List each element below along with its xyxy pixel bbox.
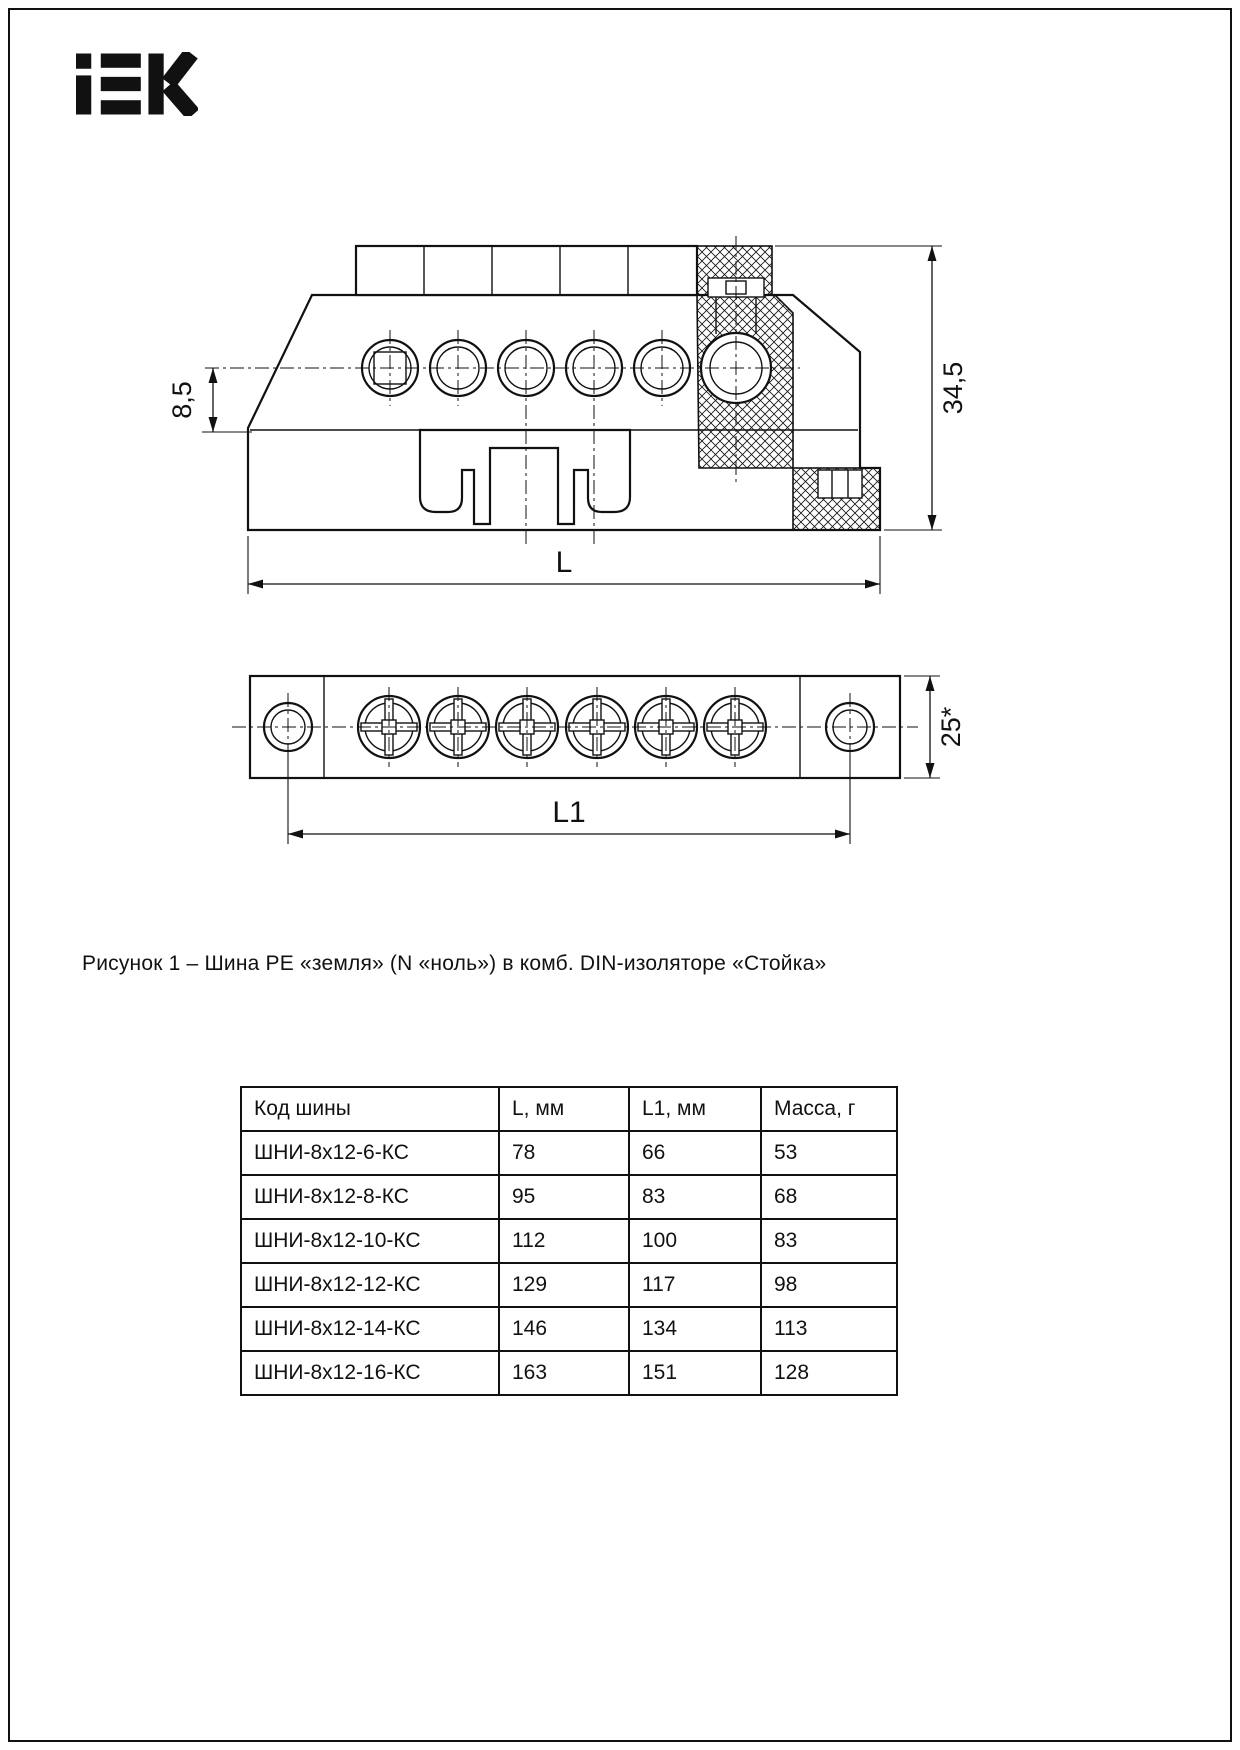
dimension-hole-offset — [167, 368, 252, 432]
dimension-length-L — [248, 536, 880, 594]
cell-code: ШНИ-8x12-16-КС — [241, 1351, 499, 1395]
terminal-blocks — [356, 246, 697, 295]
cell-L1: 100 — [629, 1219, 761, 1263]
column-header-L: L, мм — [499, 1087, 629, 1131]
table-row — [241, 1219, 897, 1263]
technical-drawing — [0, 140, 1240, 910]
table-row — [241, 1307, 897, 1351]
figure-caption: Рисунок 1 – Шина PE «земля» (N «ноль») в комб. DIN-изоляторе «Стойка» — [82, 952, 827, 975]
cell-L: 78 — [499, 1131, 629, 1175]
column-header-code: Код шины — [241, 1087, 499, 1131]
cell-L1: 117 — [629, 1263, 761, 1307]
table-header-row — [241, 1087, 897, 1131]
cell-code: ШНИ-8x12-8-КС — [241, 1175, 499, 1219]
cell-mass: 113 — [761, 1307, 897, 1351]
table-row — [241, 1131, 897, 1175]
column-header-mass: Масса, г — [761, 1087, 897, 1131]
cell-L1: 83 — [629, 1175, 761, 1219]
cell-mass: 98 — [761, 1263, 897, 1307]
cell-L: 146 — [499, 1307, 629, 1351]
cell-mass: 68 — [761, 1175, 897, 1219]
top-view — [232, 676, 966, 844]
dim-label-L: L — [555, 546, 573, 579]
iek-logo-graphic — [76, 52, 198, 116]
spec-table — [240, 1086, 898, 1396]
side-view — [167, 236, 968, 594]
dim-label-25: 25* — [936, 706, 966, 748]
cell-code: ШНИ-8x12-14-КС — [241, 1307, 499, 1351]
cell-L: 163 — [499, 1351, 629, 1395]
cell-mass: 83 — [761, 1219, 897, 1263]
cell-L1: 151 — [629, 1351, 761, 1395]
cell-L: 112 — [499, 1219, 629, 1263]
table-row — [241, 1351, 897, 1395]
table-row — [241, 1175, 897, 1219]
cell-code: ШНИ-8x12-10-КС — [241, 1219, 499, 1263]
cell-L: 95 — [499, 1175, 629, 1219]
dim-label-8-5: 8,5 — [167, 381, 197, 419]
table-row — [241, 1263, 897, 1307]
cell-mass: 128 — [761, 1351, 897, 1395]
cell-code: ШНИ-8x12-6-КС — [241, 1131, 499, 1175]
cell-L: 129 — [499, 1263, 629, 1307]
dim-label-34-5: 34,5 — [938, 361, 968, 415]
cell-L1: 66 — [629, 1131, 761, 1175]
cell-code: ШНИ-8x12-12-КС — [241, 1263, 499, 1307]
cell-mass: 53 — [761, 1131, 897, 1175]
column-header-L1: L1, мм — [629, 1087, 761, 1131]
iek-logo — [76, 52, 198, 116]
dim-label-L1: L1 — [552, 796, 586, 829]
cell-L1: 134 — [629, 1307, 761, 1351]
